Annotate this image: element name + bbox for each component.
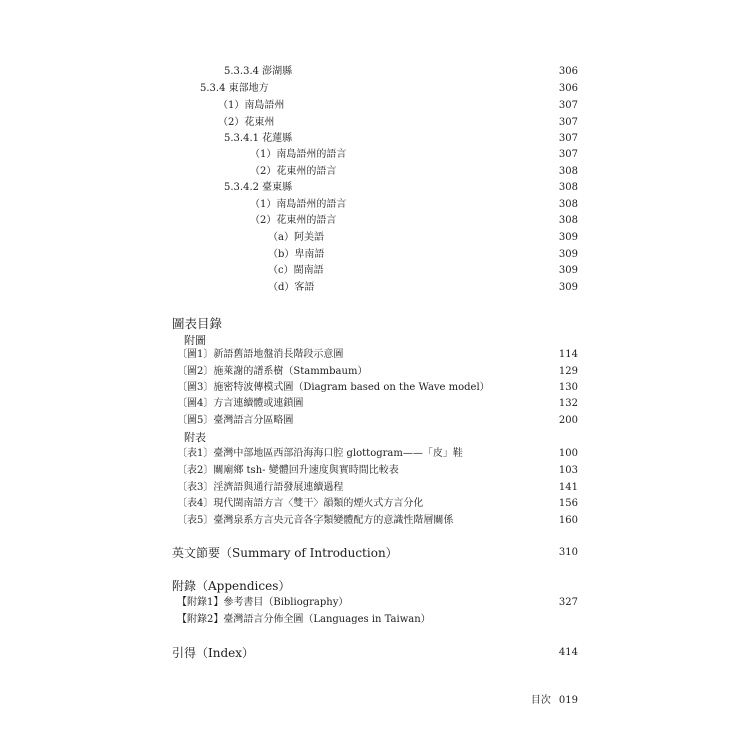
toc-entry-page: 309: [558, 232, 578, 243]
toc-entry: [0, 263, 750, 279]
summary-entry: [0, 545, 750, 561]
appendices-heading-text: 附錄（Appendices）: [172, 579, 291, 593]
table-entry: [0, 463, 750, 479]
footer-page-number: 019: [558, 695, 578, 706]
toc-entry-title: 5.3.3.4 澎湖縣: [224, 66, 293, 77]
toc-entry: [0, 164, 750, 180]
figure-entry: [0, 413, 750, 429]
page-footer: [531, 694, 578, 708]
toc-entry-page: 307: [558, 149, 578, 160]
figure-entry-page: 114: [558, 349, 578, 360]
table-entry-title: 〔表4〕現代閩南語方言〈雙干〉韻類的煙火式方言分化: [177, 498, 424, 509]
toc-entry-page: 306: [558, 83, 578, 94]
toc-entry: [0, 197, 750, 213]
toc-entry-title: （a）阿美語: [268, 232, 324, 243]
table-entry-title: 〔表5〕臺灣泉系方言央元音各字類變體配方的意識性階層關係: [177, 515, 454, 526]
toc-entry: [0, 115, 750, 131]
tables-subheading-text: 附表: [184, 431, 206, 444]
figure-entry: [0, 364, 750, 380]
footer-label: 目次: [530, 695, 551, 706]
table-entry: [0, 480, 750, 496]
toc-entry-title: （1）南島語州的語言: [250, 199, 347, 210]
figure-entry-page: 130: [558, 382, 578, 393]
toc-entry: [0, 98, 750, 114]
toc-entry: [0, 81, 750, 97]
figure-entry: [0, 396, 750, 412]
toc-entry-page: 308: [558, 215, 578, 226]
toc-entry-title: （2）花東州: [218, 117, 275, 128]
toc-entry: [0, 247, 750, 263]
toc-entry-page: 307: [558, 100, 578, 111]
toc-entry-page: 306: [558, 66, 578, 77]
toc-entry: [0, 147, 750, 163]
appendix-entry: [0, 612, 750, 628]
figure-entry-page: 132: [558, 398, 578, 409]
figure-entry: [0, 380, 750, 396]
table-entry: [0, 496, 750, 512]
toc-entry-title: 5.3.4.1 花蓮縣: [224, 133, 293, 144]
table-entry-title: 〔表3〕淫濟語與通行語發展連續過程: [177, 482, 344, 493]
table-entry-page: 156: [558, 498, 578, 509]
toc-entry-title: 5.3.4.2 臺東縣: [224, 182, 293, 193]
appendices-heading: [0, 578, 750, 594]
summary-entry-page: 310: [558, 547, 578, 558]
toc-entry-title: （1）南島語州的語言: [250, 149, 347, 160]
toc-entry-page: 308: [558, 166, 578, 177]
toc-entry-title: （2）花東州的語言: [250, 215, 337, 226]
toc-entry-title: 5.3.4 東部地方: [200, 83, 269, 94]
index-entry-title: 引得（Index）: [172, 646, 255, 660]
appendix-entry-title: 【附錄1】參考書目（Bibliography）: [177, 597, 349, 608]
summary-entry-title: 英文節要（Summary of Introduction）: [172, 546, 398, 560]
table-entry-title: 〔表1〕臺灣中部地區西部沿海海口腔 glottogram——「皮」鞋: [177, 448, 463, 459]
figure-entry-page: 200: [558, 415, 578, 426]
table-entry-title: 〔表2〕關廟鄉 tsh- 變體回升速度與實時間比較表: [177, 465, 399, 476]
toc-entry-page: 309: [558, 265, 578, 276]
index-entry-page: 414: [558, 647, 578, 658]
index-entry: [0, 645, 750, 661]
figures-subheading-text: 附圖: [184, 334, 206, 347]
table-entry-page: 141: [558, 482, 578, 493]
toc-entry-page: 307: [558, 133, 578, 144]
toc-entry-page: 308: [558, 199, 578, 210]
figure-entry-title: 〔圖4〕方言連續體或連鎖圖: [177, 398, 304, 409]
toc-entry: [0, 131, 750, 147]
table-entry-page: 160: [558, 515, 578, 526]
figure-entry-title: 〔圖1〕新語舊語地盤消長階段示意圖: [177, 349, 344, 360]
figure-entry-title: 〔圖5〕臺灣語言分區略圖: [177, 415, 294, 426]
figure-entry: [0, 347, 750, 363]
toc-entry: [0, 180, 750, 196]
toc-entry: [0, 230, 750, 246]
table-entry-page: 100: [558, 448, 578, 459]
table-entry-page: 103: [558, 465, 578, 476]
toc-entry-title: （2）花東州的語言: [250, 166, 337, 177]
appendix-entry-page: 327: [558, 597, 578, 608]
toc-entry-title: （b）卑南語: [268, 249, 325, 260]
toc-entry-title: （d）客語: [268, 282, 315, 293]
toc-entry-page: 309: [558, 249, 578, 260]
figures-tables-heading: 圖表目錄: [172, 316, 223, 331]
toc-entry: [0, 64, 750, 80]
toc-entry: [0, 213, 750, 229]
toc-entry-page: 307: [558, 117, 578, 128]
figure-entry-page: 129: [558, 366, 578, 377]
table-entry: [0, 513, 750, 529]
toc-entry: [0, 280, 750, 296]
appendix-entry-title: 【附錄2】臺灣語言分佈全圖（Languages in Taiwan）: [177, 614, 431, 625]
toc-entry-title: （c）閩南語: [268, 265, 324, 276]
tables-subheading: [0, 430, 750, 446]
table-entry: [0, 446, 750, 462]
toc-entry-page: 308: [558, 182, 578, 193]
toc-entry-page: 309: [558, 282, 578, 293]
figure-entry-title: 〔圖2〕施萊謝的譜系樹（Stammbaum）: [177, 366, 368, 377]
toc-entry-title: （1）南島語州: [218, 100, 285, 111]
appendix-entry: [0, 595, 750, 611]
figure-entry-title: 〔圖3〕施密特波傳模式圖（Diagram based on the Wave model）: [177, 382, 490, 393]
